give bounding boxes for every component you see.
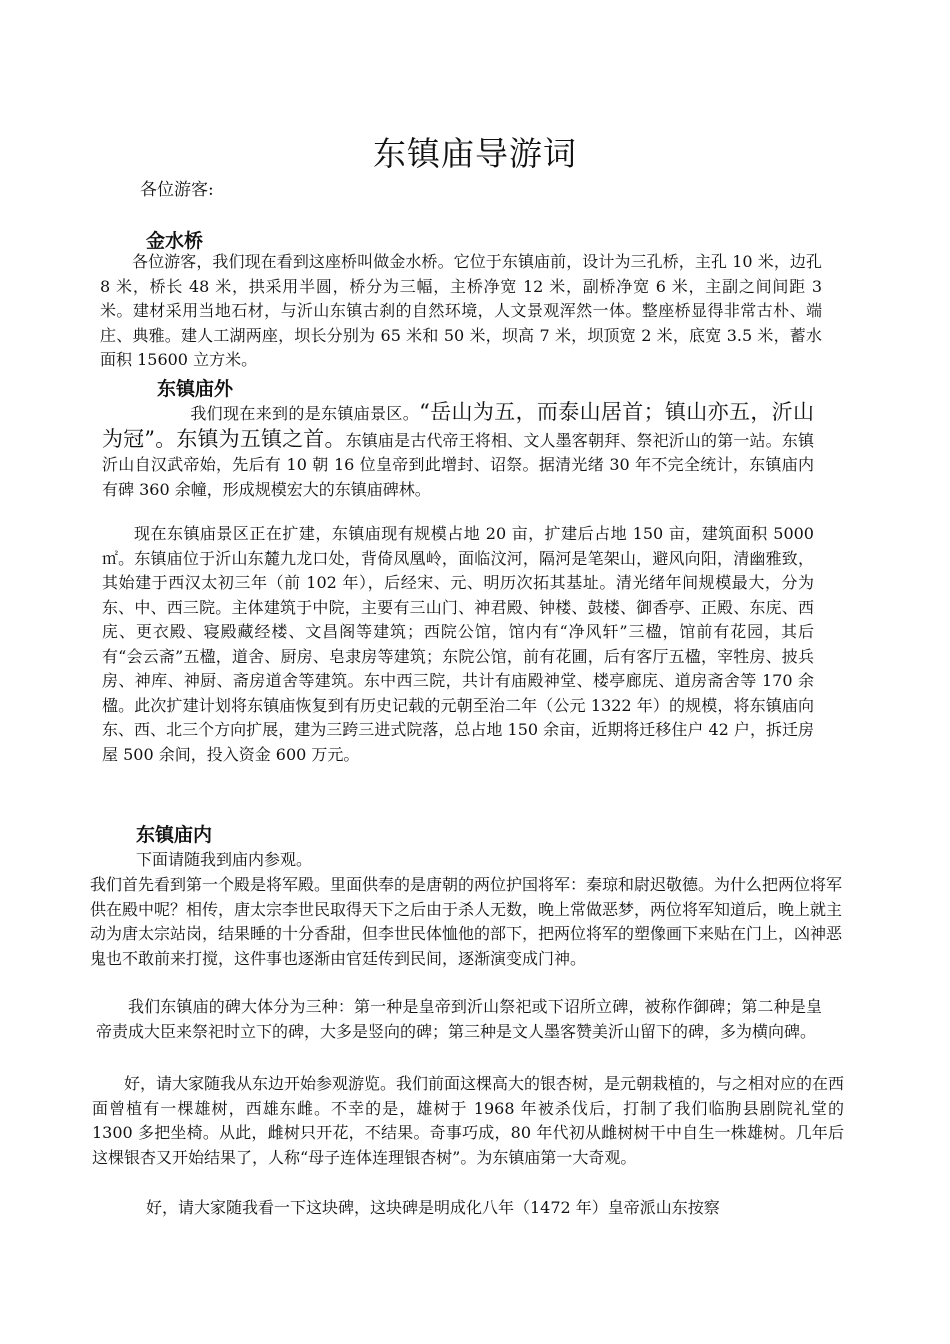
paragraph-stele-chenghua: 好，请大家随我看一下这块碑，这块碑是明成化八年（1472 年）皇帝派山东按察 — [146, 1198, 720, 1217]
paragraph-jinshuiqiao: 各位游客，我们现在看到这座桥叫做金水桥。它位于东镇庙前，设计为三孔桥，主孔 10 米，边孔 8 米，桥长 48 米，拱采用半圆，桥分为三幅，主桥净宽 12 米，副桥净宽 6 米，主副之间间距 3 米。建材采用当地石材，与沂山东镇古刹的自然环境，人文景观浑然一体。整座桥显得非常古朴、端庄、典雅。建人工湖两座，坝长分别为 65 米和 50 米，坝高 7 米，坝顶宽 2 米，底宽 3.5 米，蓄水面积 15600 立方米。 — [100, 252, 822, 369]
quote-yueshan: “岳山为五，而泰山居首；镇山亦五，沂山为冠”。东镇为五镇之首。 — [102, 400, 814, 451]
paragraph-steles: 我们东镇庙的碑大体分为三种：第一种是皇帝到沂山祭祀或下诏所立碑，被称作御碑；第二种是皇帝责成大臣来祭祀时立下的碑，大多是竖向的碑；第三种是文人墨客赞美沂山留下的碑，多为横向碑。 — [96, 997, 822, 1041]
paragraph-miaowai-lead: 我们现在来到的是东镇庙景区。 — [190, 404, 420, 423]
paragraph-miaonei-intro: 下面请随我到庙内参观。 — [136, 850, 313, 869]
paragraph-miaowai-rest: 东镇庙是古代帝王将相、文人墨客朝拜、祭祀沂山的第一站。东镇沂山自汉武帝始，先后有 10 朝 16 位皇帝到此增封、诏祭。据清光绪 30 年不完全统计，东镇庙内有碑 360 余幢，形成规模宏大的东镇庙碑林。 — [102, 430, 814, 499]
paragraph-ginkgo: 好，请大家随我从东边开始参观游览。我们前面这棵高大的银杏树，是元朝栽植的，与之相对应的在西面曾植有一棵雄树，西雄东雌。不幸的是，雄树于 1968 年被杀伐后，打制了我们临朐县剧院礼堂的 1300 多把坐椅。从此，雌树只开花，不结果。奇事巧成，80 年代初从雌树树干中自生一株雄树。几年后这棵银杏又开始结果了，人称“母子连体连理银杏树”。为东镇庙第一大奇观。 — [92, 1074, 845, 1167]
greeting: 各位游客: — [140, 180, 214, 200]
paragraph-miaowai-expansion: 现在东镇庙景区正在扩建，东镇庙现有规模占地 20 亩，扩建后占地 150 亩，建筑面积 5000㎡。东镇庙位于沂山东麓九龙口处，背倚凤凰岭，面临汶河，隔河是笔架山，避风向阳，清幽雅致，其始建于西汉太初三年（前 102 年），后经宋、元、明历次拓其基址。清光绪年间规模最大，分为东、中、西三院。主体建筑于中院，主要有三山门、神君殿、钟楼、鼓楼、御香亭、正殿、东庑、西庑、更衣殿、寝殿藏经楼、文昌阁等建筑；西院公馆，馆内有“净风轩”三楹，馆前有花园，其后有“会云斋”五楹，道舍、厨房、皂隶房等建筑；东院公馆，前有花圃，后有客厅五楹，宰牲房、披兵房、神库、神厨、斋房道舍等建筑。东中西三院，共计有庙殿神堂、楼亭廊庑、道房斋舍等 170 余楹。此次扩建计划将东镇庙恢复到有历史记载的元朝至治二年（公元 1322 年）的规模，将东镇庙向东、西、北三个方向扩展，建为三跨三进式院落，总占地 150 余亩，近期将迁移住户 42 户，拆迁房屋 500 余间，投入资金 600 万元。 — [102, 524, 814, 764]
section-heading-miaowai: 东镇庙外 — [157, 378, 234, 400]
paragraph-miaowai-intro — [102, 400, 814, 502]
document-title: 东镇庙导游词 — [373, 134, 577, 173]
section-heading-miaonei: 东镇庙内 — [136, 824, 213, 846]
paragraph-jiangjundian: 我们首先看到第一个殿是将军殿。里面供奉的是唐朝的两位护国将军：秦琼和尉迟敬德。为什么把两位将军供在殿中呢？相传，唐太宗李世民取得天下之后由于杀人无数，晚上常做恶梦，两位将军知道后，晚上就主动为唐太宗站岗，结果睡的十分香甜，但李世民体恤他的部下，把两位将军的塑像画下来贴在门上，凶神恶鬼也不敢前来打搅，这件事也逐渐由官廷传到民间，逐渐演变成门神。 — [90, 875, 843, 968]
section-heading-jinshuiqiao: 金水桥 — [146, 230, 204, 252]
